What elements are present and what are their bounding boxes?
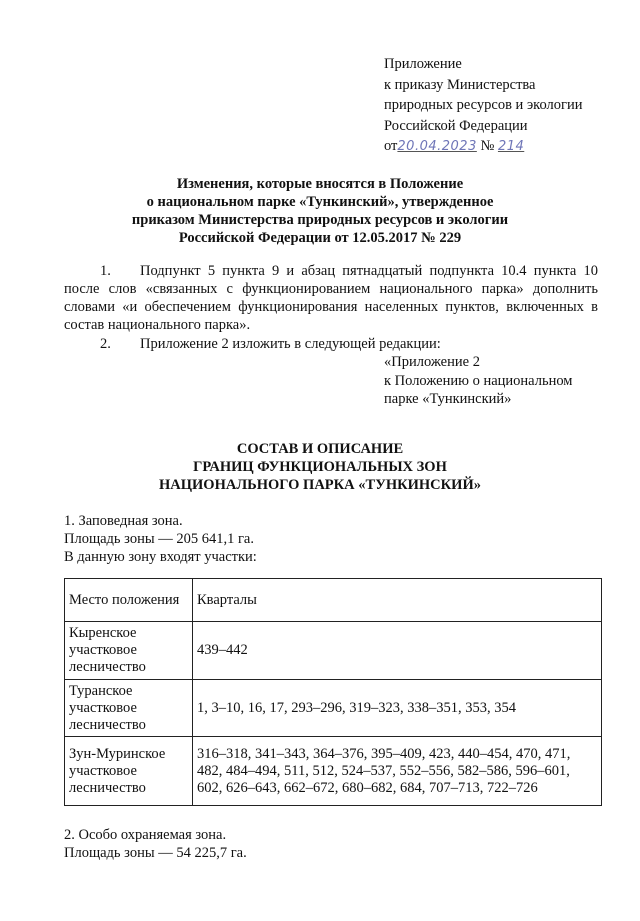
composition-title-line: ГРАНИЦ ФУНКЦИОНАЛЬНЫХ ЗОН (193, 459, 447, 475)
quarters-line: 316–318, 341–343, 364–376, 395–409, 423, 440–454, 470, 471, (197, 745, 571, 762)
quoted-appendix-line: «Приложение 2 (384, 354, 480, 370)
quarters-table (64, 578, 602, 806)
quoted-appendix-line: парке «Тункинский» (384, 391, 512, 407)
location-line: Туранское (69, 682, 133, 699)
quarters-line: 602, 626–643, 662–672, 680–682, 684, 707–713, 722–726 (197, 779, 538, 796)
document-title (60, 175, 580, 247)
location-line: лесничество (69, 716, 146, 733)
appendix-date-line (384, 136, 624, 158)
location-line: участковое (69, 699, 137, 716)
quarters-line: 482, 484–494, 511, 512, 524–537, 552–556, 582–586, 596–601, (197, 762, 570, 779)
handwritten-number: 214 (497, 139, 525, 154)
appendix-header (384, 54, 624, 158)
table-header-row (65, 579, 602, 622)
paragraph-1 (64, 262, 598, 334)
location-cell (65, 680, 193, 737)
from-label: от (384, 138, 398, 154)
appendix-line: к приказу Министерства (384, 76, 536, 93)
zone-1-section (64, 512, 604, 566)
location-line: Кыренское (69, 625, 137, 641)
quarters-cell: 1, 3–10, 16, 17, 293–296, 319–323, 338–351, 353, 354 (193, 680, 602, 737)
location-line: лесничество (69, 779, 146, 796)
title-line: приказом Министерства природных ресурсов и экологии (131, 212, 509, 228)
appendix-line: Приложение (384, 56, 462, 72)
table-row (65, 622, 602, 680)
title-line: Российской Федерации от 12.05.2017 № 229 (178, 230, 462, 246)
zone-2-section (64, 826, 604, 862)
composition-title-line: СОСТАВ И ОПИСАНИЕ (236, 441, 404, 457)
composition-title-line: НАЦИОНАЛЬНОГО ПАРКА «ТУНКИНСКИЙ» (159, 477, 481, 493)
quoted-appendix-line: к Положению о национальном (384, 372, 573, 389)
title-line: о национальном парке «Тункинский», утвержденное (146, 194, 494, 210)
zone-area: Площадь зоны — 205 641,1 га. (64, 531, 254, 547)
location-line: лесничество (69, 659, 146, 675)
appendix-line: природных ресурсов и экологии (384, 97, 583, 113)
table-row (65, 680, 602, 737)
title-line: Изменения, которые вносятся в Положение (176, 176, 464, 192)
paragraph-number: 2. (100, 336, 111, 352)
zone-intro: В данную зону входят участки: (64, 549, 257, 565)
composition-title (60, 440, 580, 494)
appendix-line: Российской Федерации (384, 117, 528, 134)
table-header-cell: Кварталы (193, 579, 602, 622)
location-line: участковое (69, 642, 137, 658)
zone-area: Площадь зоны — 54 225,7 га. (64, 845, 247, 861)
handwritten-date: 20.04.2023 (397, 139, 477, 154)
quoted-appendix-header (384, 353, 624, 409)
paragraph-2 (64, 335, 598, 353)
paragraph-text: Подпункт 5 пункта 9 и абзац пятнадцатый подпункта 10.4 пункта 10 после слов «связанных с функционированием национального парка» дополнить словами «и обеспечением функционирования населенных пунктов, включенных в состав национального парка». (64, 263, 598, 333)
number-label: № (480, 138, 495, 154)
zone-heading: 2. Особо охраняемая зона. (64, 827, 227, 843)
paragraph-number: 1. (100, 263, 111, 279)
location-line: участковое (69, 762, 137, 779)
zone-heading: 1. Заповедная зона. (64, 513, 183, 529)
location-cell (65, 737, 193, 806)
location-line: Зун-Муринское (69, 745, 166, 762)
quarters-cell: 439–442 (193, 622, 602, 680)
location-cell (65, 622, 193, 680)
table-header-cell: Место положения (65, 579, 193, 622)
table-row (65, 737, 602, 806)
quarters-cell (193, 737, 602, 806)
paragraph-text: Приложение 2 изложить в следующей редакции: (140, 336, 441, 352)
